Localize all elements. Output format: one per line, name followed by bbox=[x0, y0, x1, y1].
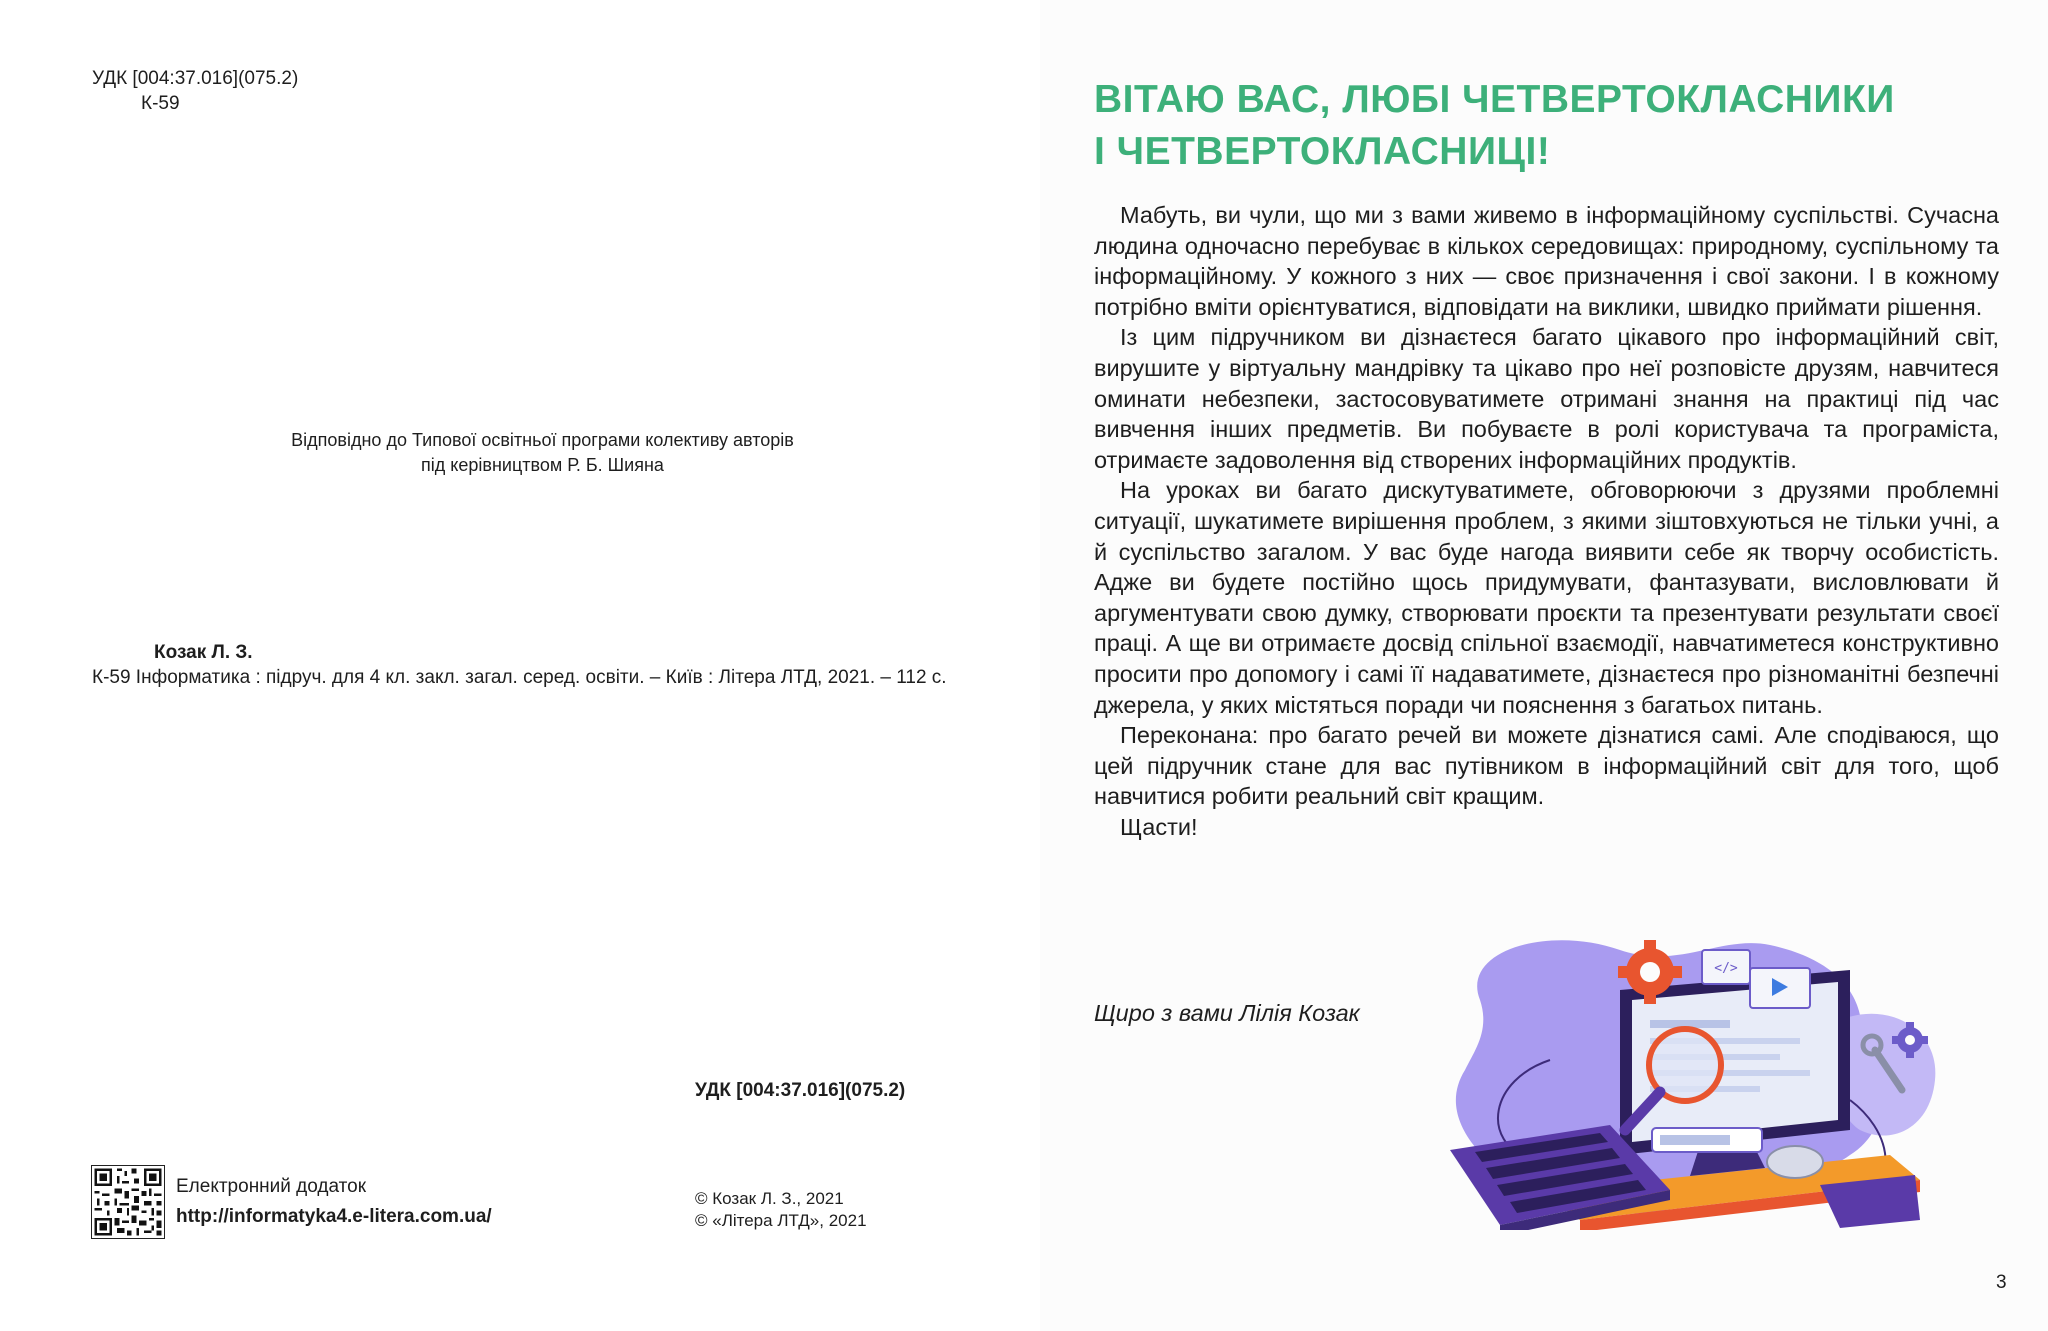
program-note bbox=[180, 428, 905, 478]
record-author: Козак Л. З. bbox=[154, 642, 253, 663]
bibliographic-record bbox=[92, 640, 962, 690]
copyright-line: © «Літера ЛТД», 2021 bbox=[695, 1211, 867, 1230]
title-line: ВІТАЮ ВАС, ЛЮБІ ЧЕТВЕРТОКЛАСНИКИ bbox=[1094, 78, 1895, 121]
copyright-line: © Козак Л. З., 2021 bbox=[695, 1189, 844, 1208]
page-number: 3 bbox=[1996, 1272, 2007, 1293]
computer-illustration bbox=[1420, 930, 1980, 1230]
record-description: К-59 Інформатика : підруч. для 4 кл. закл. загал. серед. освіти. – Київ : Літера ЛТД, 2021. – 112 с. bbox=[92, 667, 947, 688]
supplement-link[interactable]: http://informatyka4.e-litera.com.ua/ bbox=[176, 1206, 492, 1227]
right-page bbox=[1040, 0, 2048, 1331]
electronic-supplement bbox=[176, 1172, 492, 1232]
svg-text:</>: </> bbox=[1714, 961, 1738, 976]
paragraph-wish: Щасти! bbox=[1120, 813, 1198, 840]
title-line: І ЧЕТВЕРТОКЛАСНИЦІ! bbox=[1094, 130, 1551, 173]
udk-classification bbox=[92, 66, 298, 116]
mouse bbox=[1767, 1146, 1823, 1178]
author-signature: Щиро з вами Лілія Козак bbox=[1094, 1000, 1360, 1026]
page-title bbox=[1094, 74, 1895, 178]
paragraph: Переконана: про багато речей ви можете дізнатися самі. Але сподіваюся, що цей підручник стане для вас путівником в інформаційний світ для того, щоб навчитися робити реальний світ кращим. bbox=[1094, 722, 1999, 810]
author-sign: К-59 bbox=[141, 93, 180, 114]
greeting-text bbox=[1094, 200, 1999, 842]
paragraph: Мабуть, ви чули, що ми з вами живемо в інформаційному суспільстві. Сучасна людина одночасно перебуває в кількох середовищах: природному, суспільному та інформаційному. У кожного з них — своє призначення і свої закони. І в кожному потрібно вміти орієнтуватися, відповідати на виклики, швидко приймати рішення. bbox=[1094, 202, 1999, 320]
paragraph: На уроках ви багато дискутуватимете, обговорюючи з друзями проблемні ситуації, шукатимете вирішення проблем, з якими зіштовхуються не тільки учні, а й суспільство загалом. У вас буде нагода виявити себе як творчу особистість. Адже ви будете постійно щось придумувати, фантазувати, висловлювати й аргументувати свою думку, створювати проєкти та презентувати результати своєї праці. А ще ви отримаєте досвід спільної взаємодії, навчатиметеся конструктивно просити про допомогу і самі її надаватимете, дізнаєтеся про різноманітні безпечні джерела, у яких містяться поради чи пояснення з багатьох питань. bbox=[1094, 477, 1999, 718]
paragraph: Із цим підручником ви дізнаєтеся багато цікавого про інформаційний світ, вирушите у віртуальну мандрівку та цікаво про неї розповісте друзям, навчитеся оминати небезпеки, застосовуватимете отримані знання на практиці під час вивчення інших предметів. Ви побуваєте в ролі користувача та програміста, отримаєте задоволення від створених інформаційних продуктів. bbox=[1094, 324, 1999, 473]
copyright-block bbox=[695, 1188, 867, 1232]
qr-code-icon[interactable] bbox=[91, 1165, 165, 1239]
udk-code: УДК [004:37.016](075.2) bbox=[92, 68, 299, 89]
program-note-line: під керівництвом Р. Б. Шияна bbox=[421, 455, 664, 475]
supplement-label: Електронний додаток bbox=[176, 1176, 367, 1197]
udk-code-bottom: УДК [004:37.016](075.2) bbox=[695, 1080, 906, 1101]
program-note-line: Відповідно до Типової освітньої програми колективу авторів bbox=[291, 430, 794, 450]
